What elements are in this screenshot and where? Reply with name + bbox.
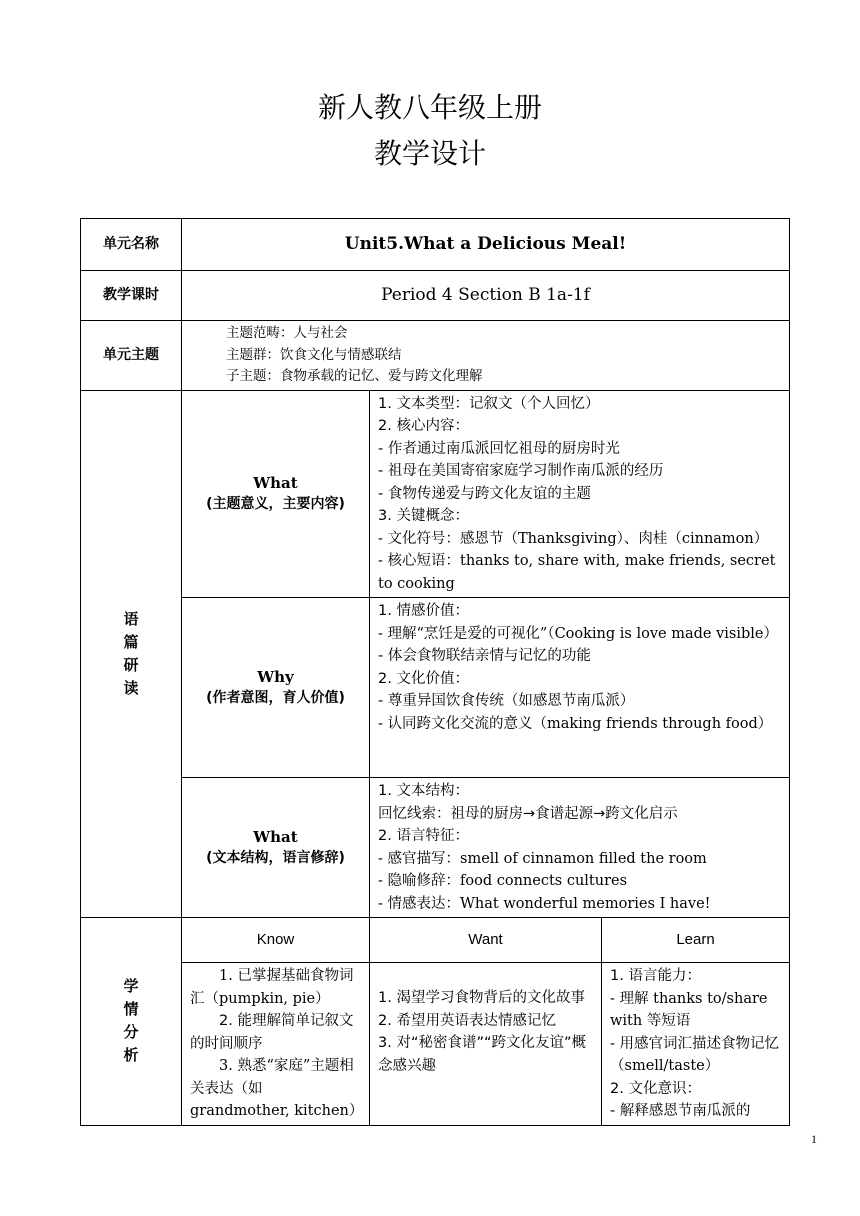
unit-name-label: 单元名称 [81,219,182,271]
lesson-plan-table [80,218,790,1126]
structure-label: What (文本结构，语言修辞) [182,778,370,918]
what-content-row [81,390,790,598]
kwl-content-row [81,963,790,1126]
unit-name-value: Unit5.What a Delicious Meal! [182,219,790,271]
theme-line: 子主题：食物承载的记忆、爱与跨文化理解 [226,368,483,384]
text-study-label: 语 篇 研 读 [81,390,182,918]
want-content: 1. 渴望学习食物背后的文化故事 2. 希望用英语表达情感记忆 3. 对“秘密食谱”“跨文化友谊”概念感兴趣 [370,963,602,1126]
want-header: Want [370,918,602,963]
document-title: 新人教八年级上册 [317,91,542,124]
student-analysis-label: 学 情 分 析 [81,918,182,1126]
structure-content: 1. 文本结构： 回忆线索：祖母的厨房→食谱起源→跨文化启示 2. 语言特征： - 感官描写：smell of cinnamon filled the room - 隐喻修辞：food connects cultures - 情感表达：What wonderful memories I have! [370,778,790,918]
what-theme-label: What (主题意义，主要内容) [182,390,370,598]
theme-label: 单元主题 [81,321,182,391]
structure-row [81,778,790,918]
period-value: Period 4 Section B 1a-1f [182,271,790,321]
learn-header: Learn [602,918,790,963]
page-number: 1 [811,1132,817,1146]
period-label: 教学课时 [81,271,182,321]
know-content: 1. 已掌握基础食物词汇（pumpkin, pie） 2. 能理解简单记叙文的时间顺序 3. 熟悉“家庭”主题相关表达（如 grandmother, kitchen） [182,963,370,1126]
why-content: 1. 情感价值： - 理解“烹饪是爱的可视化”（Cooking is love made visible） - 体会食物联结亲情与记忆的功能 2. 文化价值： - 尊重异国饮食传统（如感恩节南瓜派） - 认同跨文化交流的意义（making friends through food） [370,598,790,778]
theme-line: 主题范畴：人与社会 [226,325,348,341]
theme-line: 主题群：饮食文化与情感联结 [226,346,402,363]
theme-content [182,321,790,391]
document-subtitle: 教学设计 [373,137,486,170]
why-label: Why (作者意图，育人价值) [182,598,370,778]
theme-row [81,321,790,391]
know-header: Know [182,918,370,963]
learn-content: 1. 语言能力： - 理解 thanks to/share with 等短语 - 用感官词汇描述食物记忆（smell/taste） 2. 文化意识： - 解释感恩节南瓜派的 [602,963,790,1126]
kwl-header-row [81,918,790,963]
why-row [81,598,790,778]
what-theme-content: 1. 文本类型：记叙文（个人回忆） 2. 核心内容： - 作者通过南瓜派回忆祖母的厨房时光 - 祖母在美国寄宿家庭学习制作南瓜派的经历 - 食物传递爱与跨文化友谊的主题 3. 关键概念： - 文化符号：感恩节（Thanksgiving）、肉桂（cinnamon） - 核心短语：thanks to, share with, make friends, secret to cooking [370,390,790,598]
unit-name-row [81,219,790,271]
period-row [81,271,790,321]
